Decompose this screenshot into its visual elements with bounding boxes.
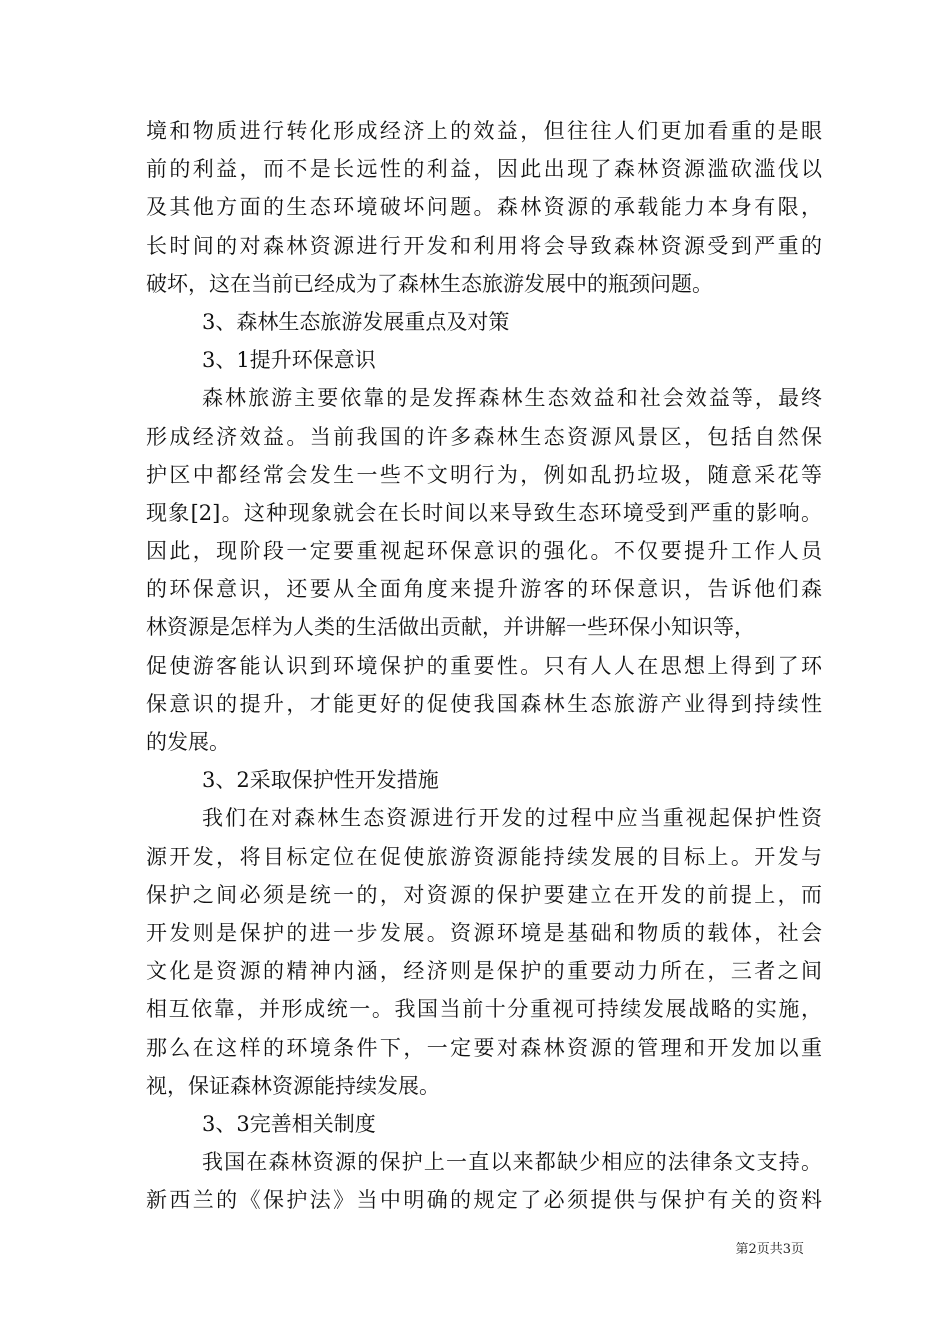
text-line: 因此，现阶段一定要重视起环保意识的强化。不仅要提升工作人员	[146, 539, 822, 564]
text-line: 长时间的对森林资源进行开发和利用将会导致森林资源受到严重的	[146, 233, 822, 258]
text-line: 视，保证森林资源能持续发展。	[146, 1073, 440, 1098]
text-line: 前的利益，而不是长远性的利益，因此出现了森林资源滥砍滥伐以	[146, 157, 822, 182]
text-line: 文化是资源的精神内涵，经济则是保护的重要动力所在，三者之间	[146, 959, 822, 984]
text-line: 保意识的提升，才能更好的促使我国森林生态旅游产业得到持续性	[146, 691, 822, 716]
text-line: 我们在对森林生态资源进行开发的过程中应当重视起保护性资	[202, 806, 822, 831]
text-line: 及其他方面的生态环境破坏问题。森林资源的承载能力本身有限，	[146, 195, 822, 220]
text-line: 破坏，这在当前已经成为了森林生态旅游发展中的瓶颈问题。	[146, 271, 713, 296]
text-line: 那么在这样的环境条件下，一定要对森林资源的管理和开发加以重	[146, 1035, 822, 1060]
text-line: 现象[2]。这种现象就会在长时间以来导致生态环境受到严重的影响。	[146, 500, 822, 525]
text-line: 保护之间必须是统一的，对资源的保护要建立在开发的前提上，而	[146, 882, 822, 907]
text-line: 境和物质进行转化形成经济上的效益，但往往人们更加看重的是眼	[146, 119, 822, 143]
text-line: 源开发，将目标定位在促使旅游资源能持续发展的目标上。开发与	[146, 844, 822, 869]
text-line: 森林旅游主要依靠的是发挥森林生态效益和社会效益等，最终	[202, 386, 822, 411]
text-line: 形成经济效益。当前我国的许多森林生态资源风景区，包括自然保	[146, 424, 822, 449]
text-line: 开发则是保护的进一步发展。资源环境是基础和物质的载体，社会	[146, 920, 822, 945]
text-line: 新西兰的《保护法》当中明确的规定了必须提供与保护有关的资料	[146, 1188, 822, 1213]
subsection-heading: 3、1提升环保意识	[202, 348, 376, 373]
section-heading: 3、森林生态旅游发展重点及对策	[202, 309, 510, 334]
text-line: 我国在森林资源的保护上一直以来都缺少相应的法律条文支持。	[202, 1150, 822, 1175]
text-line: 的环保意识，还要从全面角度来提升游客的环保意识，告诉他们森	[146, 577, 822, 602]
text-line: 相互依靠，并形成统一。我国当前十分重视可持续发展战略的实施，	[146, 997, 822, 1022]
subsection-heading: 3、2采取保护性开发措施	[202, 768, 439, 793]
subsection-heading: 3、3完善相关制度	[202, 1111, 376, 1136]
text-line: 促使游客能认识到环境保护的重要性。只有人人在思想上得到了环	[146, 653, 822, 678]
text-line: 林资源是怎样为人类的生活做出贡献，并讲解一些环保小知识等，	[146, 615, 755, 640]
document-body	[146, 112, 822, 1219]
text-line: 护区中都经常会发生一些不文明行为，例如乱扔垃圾，随意采花等	[146, 462, 822, 487]
text-line: 的发展。	[146, 730, 230, 754]
page-number: 第2页共3页	[735, 1242, 804, 1257]
